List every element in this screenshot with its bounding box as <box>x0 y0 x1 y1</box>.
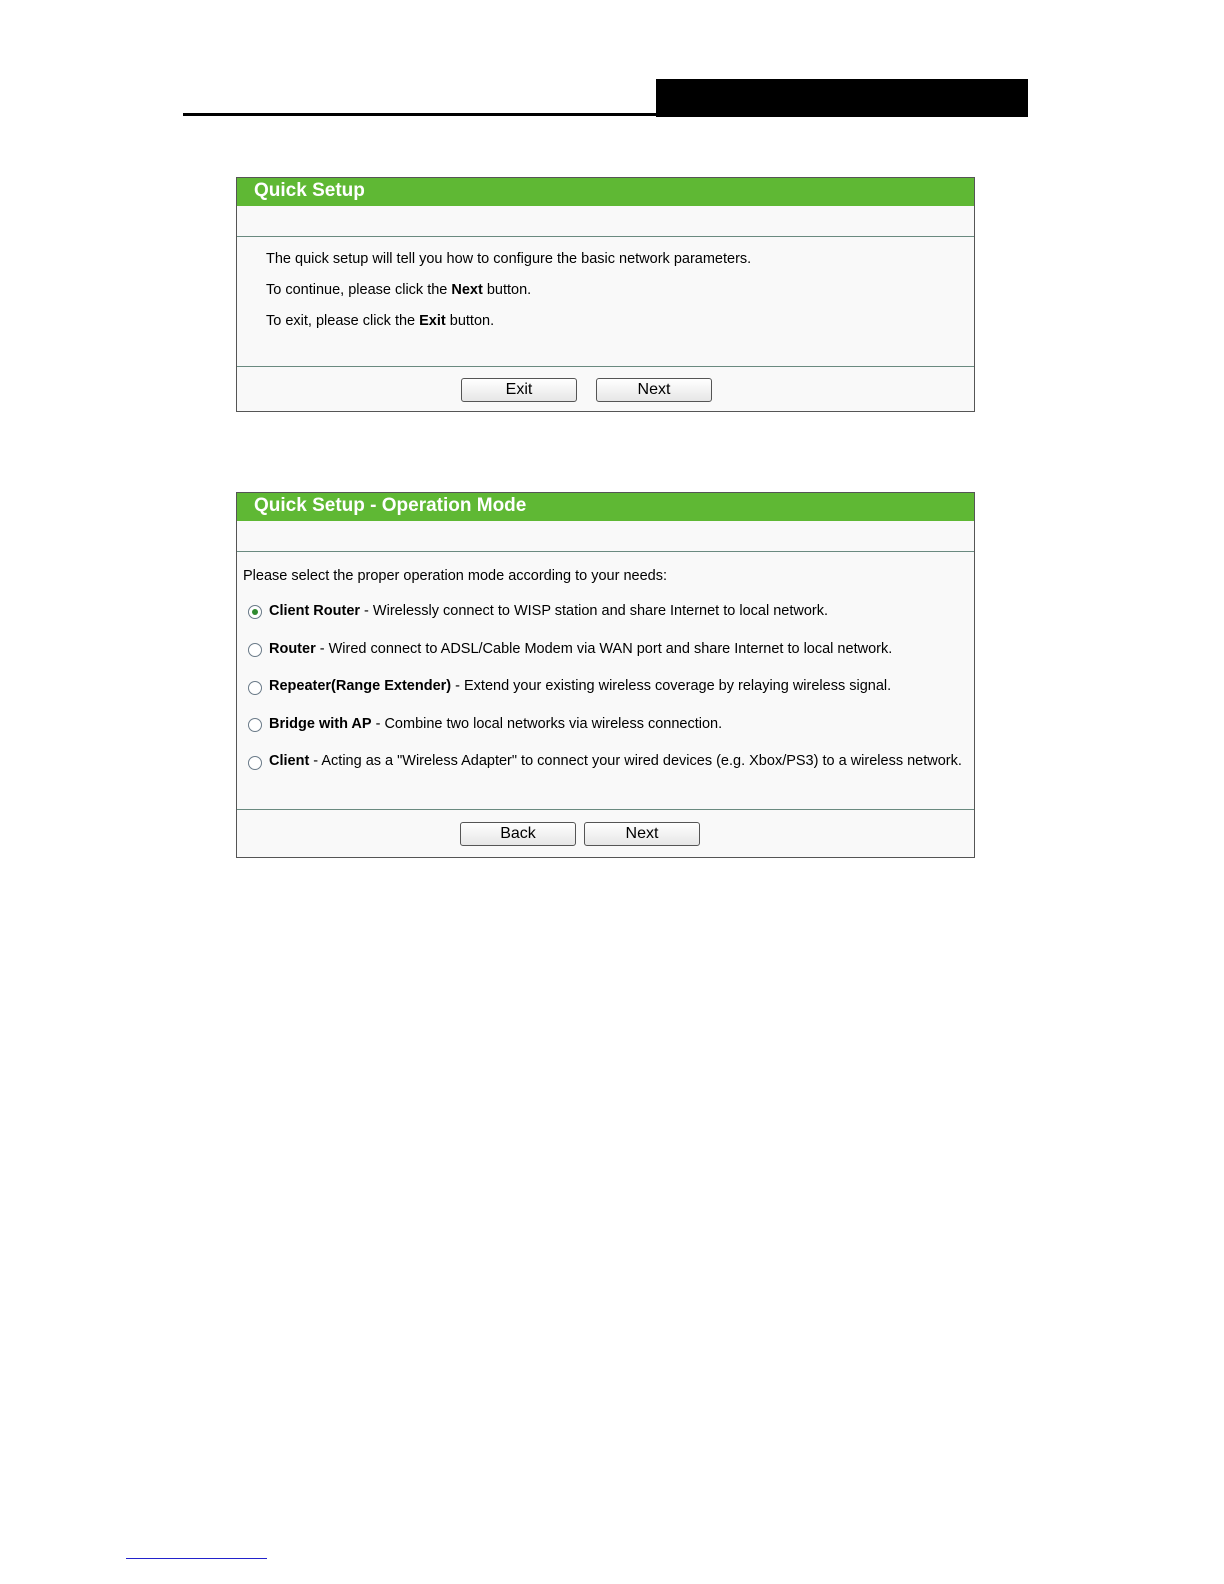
continue-line: To continue, please click the Next button. <box>266 282 532 298</box>
radio-client-router[interactable] <box>248 605 262 619</box>
back-button[interactable]: Back <box>460 822 576 846</box>
mode-option-label: Client - Acting as a "Wireless Adapter" to connect your wired devices (e.g. Xbox/PS3) to a wireless network. <box>269 753 962 769</box>
intro-line: The quick setup will tell you how to configure the basic network parameters. <box>266 251 752 267</box>
operation-mode-panel <box>236 492 975 858</box>
quick-setup-panel <box>236 177 975 412</box>
quick-setup-title: Quick Setup <box>237 178 974 206</box>
header-rule <box>183 113 1028 116</box>
operation-mode-footer <box>237 809 974 857</box>
panel-spacer <box>237 206 974 237</box>
quick-setup-footer <box>237 366 974 411</box>
panel-spacer <box>237 521 974 552</box>
mode-option-label: Bridge with AP - Combine two local networks via wireless connection. <box>269 716 723 732</box>
next-button[interactable]: Next <box>584 822 700 846</box>
radio-client[interactable] <box>248 756 262 770</box>
operation-mode-title: Quick Setup - Operation Mode <box>237 493 974 521</box>
exit-button[interactable]: Exit <box>461 378 577 402</box>
next-button[interactable]: Next <box>596 378 712 402</box>
mode-option-label: Client Router - Wirelessly connect to WISP station and share Internet to local network. <box>269 603 829 619</box>
header-black-block <box>656 79 1028 117</box>
mode-option-label: Router - Wired connect to ADSL/Cable Modem via WAN port and share Internet to local network. <box>269 641 893 657</box>
radio-repeater[interactable] <box>248 681 262 695</box>
footer-link-underline <box>126 1558 267 1559</box>
operation-mode-prompt: Please select the proper operation mode according to your needs: <box>243 568 667 584</box>
mode-option-label: Repeater(Range Extender) - Extend your existing wireless coverage by relaying wireless signal. <box>269 678 892 694</box>
radio-router[interactable] <box>248 643 262 657</box>
exit-line: To exit, please click the Exit button. <box>266 313 495 329</box>
radio-bridge-with-ap[interactable] <box>248 718 262 732</box>
